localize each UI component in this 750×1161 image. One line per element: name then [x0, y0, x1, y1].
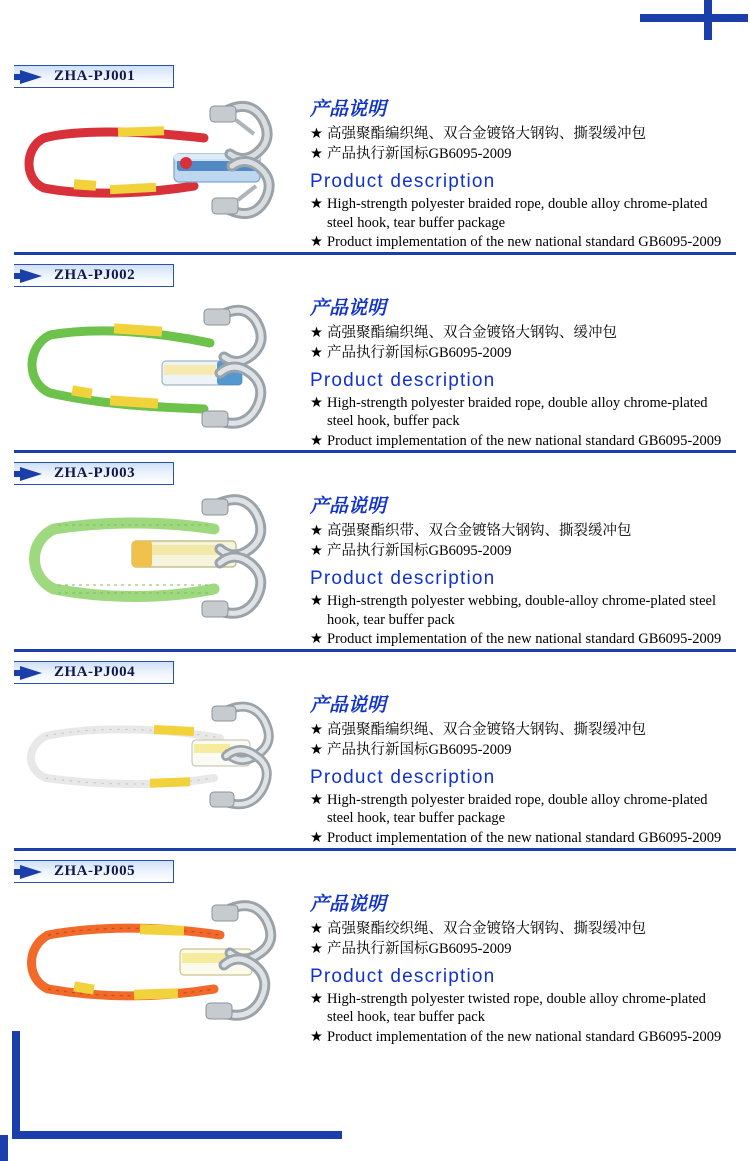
decor-bar-vertical-small	[0, 1135, 8, 1161]
en-heading: Product description	[310, 568, 496, 590]
product-code: ZHA-PJ002	[54, 266, 136, 283]
product-description	[304, 485, 736, 649]
star-icon: ★	[310, 126, 323, 142]
cn-bullet-text: 高强聚酯编织绳、双合金镀铬大钢钩、缓冲包	[327, 324, 617, 341]
product-code-tag	[14, 860, 174, 883]
en-bullet	[310, 592, 736, 629]
cn-bullet	[310, 939, 736, 959]
en-bullet	[310, 791, 736, 828]
en-bullet-text: Product implementation of the new national standard GB6095-2009	[327, 432, 722, 449]
product-code-tag-wrap	[14, 56, 736, 88]
en-bullet-text: High-strength polyester braided rope, double alloy chrome-plated steel hook, buffer pack	[327, 394, 708, 430]
en-bullet	[310, 233, 736, 252]
arrow-icon	[20, 70, 42, 84]
product-code: ZHA-PJ001	[54, 68, 136, 84]
arrow-icon	[20, 666, 42, 680]
product-entry	[0, 0, 750, 252]
product-code-tag	[14, 462, 174, 485]
cn-heading: 产品说明	[310, 893, 387, 915]
star-icon: ★	[310, 1028, 323, 1045]
en-bullet-text: Product implementation of the new national standard GB6095-2009	[327, 830, 722, 847]
star-icon: ★	[310, 394, 323, 411]
arrow-icon	[20, 467, 42, 481]
star-icon: ★	[310, 990, 323, 1007]
cn-bullet-text: 产品执行新国标GB6095-2009	[327, 543, 512, 560]
cn-bullet	[310, 124, 736, 144]
cn-bullet	[310, 541, 736, 561]
en-bullet-text: Product implementation of the new national standard GB6095-2009	[327, 1028, 722, 1045]
cn-bullet	[310, 720, 736, 740]
lanyard-illustration-white	[14, 684, 304, 824]
arrow-icon	[20, 269, 42, 283]
lanyard-illustration-red	[14, 88, 304, 238]
cn-heading: 产品说明	[310, 297, 387, 319]
cn-bullet-text: 产品执行新国标GB6095-2009	[327, 940, 512, 957]
product-entry	[0, 851, 750, 1047]
arrow-icon	[20, 865, 42, 879]
cn-bullet	[310, 521, 736, 541]
en-bullet	[310, 829, 736, 848]
star-icon: ★	[310, 830, 323, 847]
cn-bullet-text: 高强聚酯绞织绳、双合金镀铬大钢钩、撕裂缓冲包	[327, 920, 646, 937]
cn-heading: 产品说明	[310, 99, 387, 120]
star-icon: ★	[310, 234, 323, 251]
cn-bullet	[310, 740, 736, 760]
en-bullet	[310, 630, 736, 649]
product-code-tag	[14, 65, 174, 88]
lanyard-illustration-orange	[14, 883, 304, 1033]
cn-bullet-text: 产品执行新国标GB6095-2009	[327, 741, 512, 758]
lanyard-illustration-green	[14, 287, 304, 447]
cn-bullet-text: 高强聚酯编织绳、双合金镀铬大钢钩、撕裂缓冲包	[327, 126, 646, 142]
star-icon: ★	[310, 593, 323, 610]
star-icon: ★	[310, 721, 323, 738]
cn-bullet-text: 高强聚酯编织绳、双合金镀铬大钢钩、撕裂缓冲包	[327, 721, 646, 738]
cn-bullet	[310, 919, 736, 939]
star-icon: ★	[310, 631, 323, 648]
star-icon: ★	[310, 324, 323, 341]
product-code-tag-wrap	[14, 453, 736, 485]
product-entry	[0, 453, 750, 649]
lanyard-illustration-webbing	[14, 485, 304, 635]
en-bullet	[310, 432, 736, 451]
star-icon: ★	[310, 344, 323, 361]
star-icon: ★	[310, 791, 323, 808]
product-image	[14, 883, 304, 1033]
cn-bullet-text: 产品执行新国标GB6095-2009	[327, 146, 512, 162]
star-icon: ★	[310, 920, 323, 937]
product-entry	[0, 652, 750, 848]
product-description	[304, 287, 736, 451]
star-icon: ★	[310, 543, 323, 560]
en-bullet-text: High-strength polyester webbing, double-alloy chrome-plated steel hook, tear buffer pack	[327, 593, 716, 628]
star-icon: ★	[310, 741, 323, 758]
cn-heading: 产品说明	[310, 694, 387, 716]
en-bullet-text: Product implementation of the new national standard GB6095-2009	[327, 631, 722, 648]
star-icon: ★	[310, 146, 323, 162]
cn-bullet-text: 高强聚酯织带、双合金镀铬大钢钩、撕裂缓冲包	[327, 523, 632, 540]
product-code-tag-wrap	[14, 851, 736, 883]
product-code-tag	[14, 264, 174, 287]
product-image	[14, 485, 304, 635]
product-image	[14, 287, 304, 447]
decor-bar-vertical	[12, 1031, 20, 1139]
star-icon: ★	[310, 432, 323, 449]
product-code: ZHA-PJ003	[54, 465, 136, 482]
product-image	[14, 88, 304, 238]
star-icon: ★	[310, 523, 323, 540]
en-bullet	[310, 1028, 736, 1047]
cn-bullet-text: 产品执行新国标GB6095-2009	[327, 344, 512, 361]
cn-bullet	[310, 144, 736, 164]
en-bullet-text: High-strength polyester braided rope, double alloy chrome-plated steel hook, tear buffer package	[327, 791, 708, 827]
product-entry	[0, 255, 750, 451]
en-bullet	[310, 394, 736, 431]
en-heading: Product description	[310, 766, 496, 788]
product-description	[304, 684, 736, 848]
en-heading: Product description	[310, 369, 496, 391]
cn-bullet	[310, 343, 736, 363]
product-image	[14, 684, 304, 824]
corner-decoration-bottom-left	[0, 1031, 360, 1161]
en-bullet-text: High-strength polyester braided rope, double alloy chrome-plated steel hook, tear buffer package	[327, 196, 708, 231]
en-bullet	[310, 195, 736, 232]
cn-bullet	[310, 323, 736, 343]
product-code-tag-wrap	[14, 652, 736, 684]
product-code: ZHA-PJ005	[54, 862, 136, 879]
en-heading: Product description	[310, 171, 496, 192]
product-description	[304, 883, 736, 1047]
cn-heading: 产品说明	[310, 496, 387, 518]
product-code-tag-wrap	[14, 255, 736, 287]
decor-bar-horizontal	[12, 1131, 342, 1139]
star-icon: ★	[310, 940, 323, 957]
product-code: ZHA-PJ004	[54, 663, 136, 680]
en-heading: Product description	[310, 965, 496, 987]
en-bullet-text: High-strength polyester twisted rope, double alloy chrome-plated steel hook, tear buffer pack	[327, 990, 706, 1026]
product-description	[304, 88, 736, 252]
star-icon: ★	[310, 196, 323, 212]
en-bullet	[310, 990, 736, 1027]
en-bullet-text: Product implementation of the new national standard GB6095-2009	[327, 234, 722, 251]
product-code-tag	[14, 661, 174, 684]
